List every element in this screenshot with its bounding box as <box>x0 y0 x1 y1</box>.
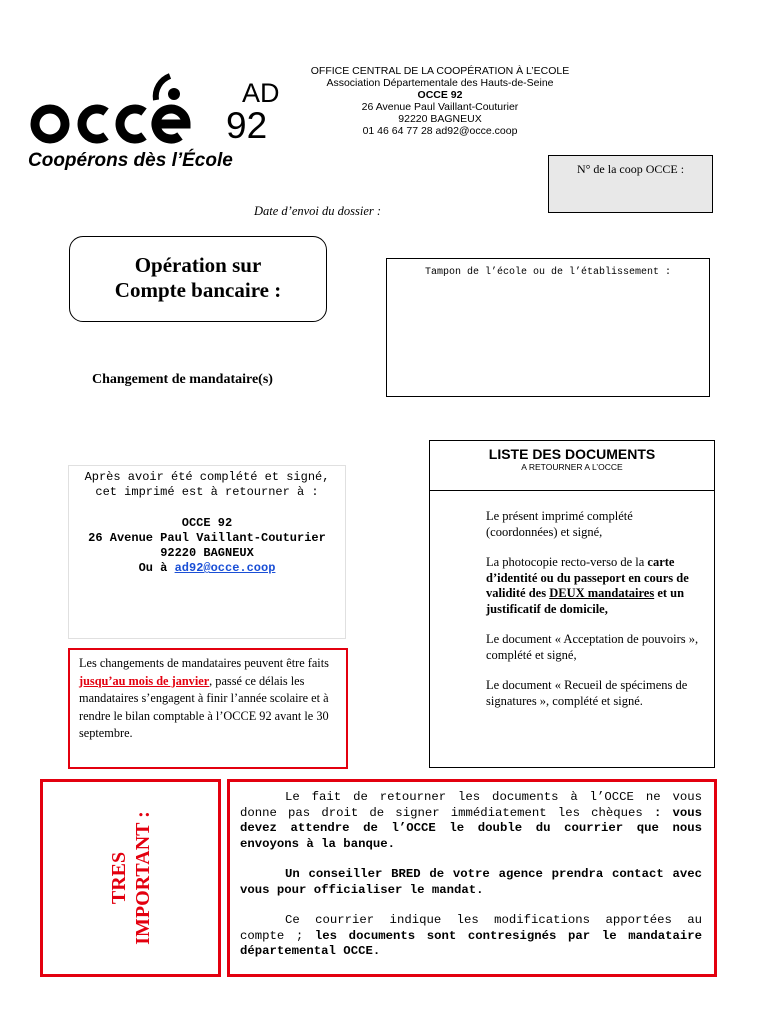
documents-list-box <box>429 440 715 768</box>
important-paragraph: Un conseiller BRED de votre agence prendra contact avec vous pour officialiser le mandat. <box>240 867 702 897</box>
retour-address-box <box>68 465 346 639</box>
header-city: 92220 BAGNEUX <box>398 113 482 125</box>
coop-number-label: N° de la coop OCCE : <box>576 162 685 176</box>
occe-logo <box>28 70 280 175</box>
document-item: Le document « Recueil de spécimens de signatures », complété et signé. <box>486 678 688 708</box>
janvier-highlight: jusqu’au mois de janvier <box>79 673 210 688</box>
retour-street: 26 Avenue Paul Vaillant-Couturier <box>88 531 326 545</box>
logo-92: 92 <box>226 105 268 146</box>
retour-city: 92220 BAGNEUX <box>160 546 254 560</box>
retour-email-link[interactable]: ad92@occe.coop <box>174 561 276 575</box>
documents-title: LISTE DES DOCUMENTS <box>488 446 656 462</box>
tres-important-label: TRES IMPORTANT : <box>107 811 154 945</box>
document-item: La photocopie recto-verso de la carte d’identité ou du passeport en cours de validité des DEUX mandataires et un justificatif de domicile, <box>486 555 689 616</box>
operation-title-line2: Compte bancaire : <box>114 278 282 302</box>
documents-items <box>486 509 704 724</box>
documents-header <box>430 441 714 491</box>
header-street: 26 Avenue Paul Vaillant-Couturier <box>361 101 519 113</box>
coop-number-field[interactable] <box>548 155 713 213</box>
important-paragraph: Le fait de retourner les documents à l’OCCE ne vous donne pas droit de signer immédiatement les chèques : vous devez attendre de l’OCCE le double du courrier que nous envoyons à la banque. <box>240 790 702 851</box>
operation-title-line1: Opération sur <box>134 253 262 277</box>
header-assoc: Association Départementale des Hauts-de-Seine <box>326 77 554 89</box>
document-item: Le document « Acceptation de pouvoirs », complété et signé, <box>486 632 699 662</box>
occe-logo-mark-icon <box>28 70 228 150</box>
tres-important-box <box>40 779 221 977</box>
operation-title-box <box>69 236 327 322</box>
document-item: Le présent imprimé complété (coordonnées) et signé, <box>486 509 633 539</box>
header-occe92: OCCE 92 <box>417 89 463 101</box>
documents-subtitle: A RETOURNER A L’OCCE <box>521 462 623 472</box>
important-notice-box <box>227 779 717 977</box>
retour-email-line: Ou à ad92@occe.coop <box>138 561 276 575</box>
date-envoi-label: Date d’envoi du dossier : <box>254 204 382 218</box>
important-paragraph: Ce courrier indique les modifications apportées au compte ; les documents sont contresignés par le mandataire départemental OCCE. <box>240 913 702 958</box>
header-contact: 01 46 64 77 28 ad92@occe.coop <box>362 125 518 137</box>
changements-notice: Les changements de mandataires peuvent être faits jusqu’au mois de janvier, passé ce délais les mandataires s’engagent à finir l’année scolaire et à rendre le bilan comptable à l’OCCE 92 avant le 30 septembre. <box>68 648 348 769</box>
header-address <box>280 65 600 137</box>
logo-ad: AD <box>242 78 280 108</box>
tampon-label: Tampon de l’école ou de l’établissement : <box>424 267 672 278</box>
header-org-name: OFFICE CENTRAL DE LA COOPÉRATION À L’ECOLE <box>310 65 570 77</box>
logo-tagline: Coopérons dès l’École <box>28 150 233 171</box>
retour-intro: Après avoir été complété et signé, cet imprimé est à retourner à : <box>84 470 330 499</box>
retour-name: OCCE 92 <box>181 516 233 530</box>
changement-mandataire-label: Changement de mandataire(s) <box>92 372 273 387</box>
tampon-field[interactable] <box>386 258 710 397</box>
